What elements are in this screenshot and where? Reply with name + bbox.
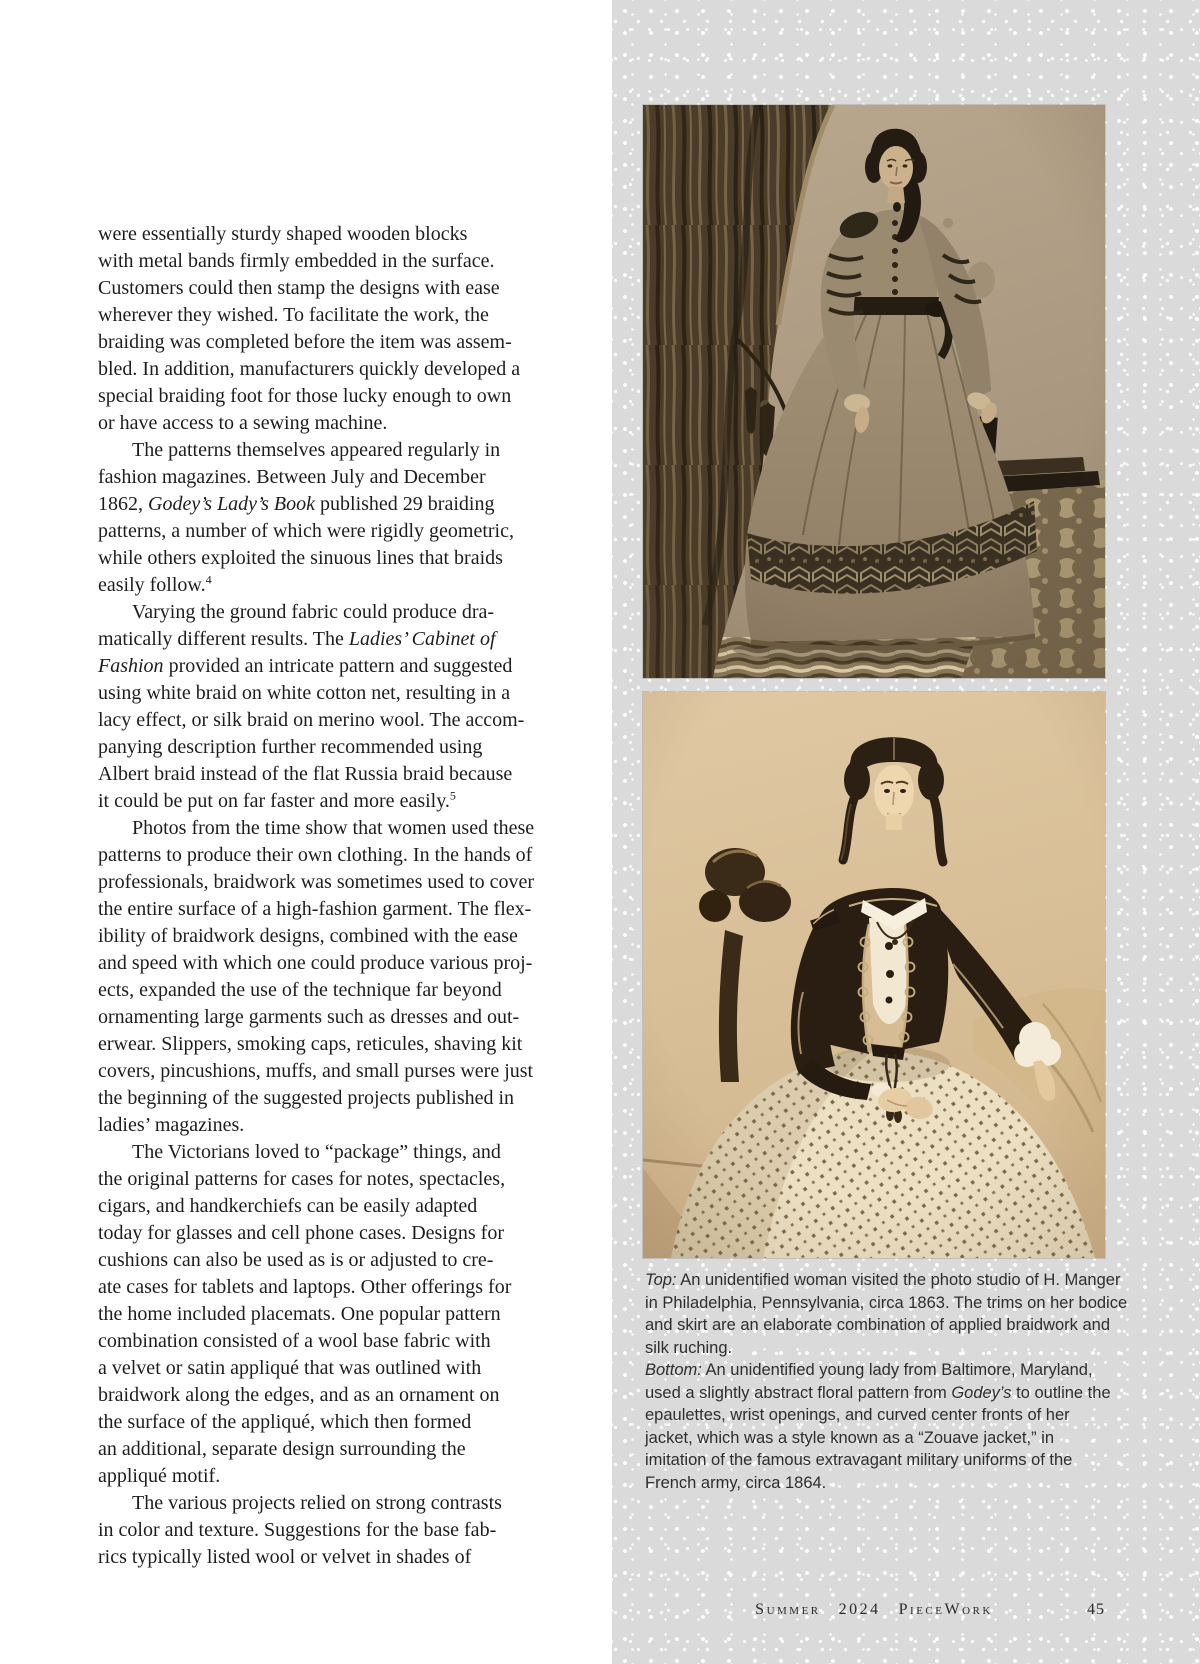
caption-line: Bottom: An unidentified young lady from Baltimore, Maryland, [645,1361,1093,1379]
caption-line: silk ruching. [645,1338,733,1357]
caption-line: and skirt are an elaborate combination of applied braidwork and [645,1316,1111,1334]
body-text-line: erwear. Slippers, smoking caps, reticules, shaving kit [98,1033,523,1055]
body-text-line: fashion magazines. Between July and December [98,466,486,488]
paragraph [98,1139,580,1490]
caption-line: jacket, which was a style known as a “Zouave jacket,” in [645,1428,1055,1447]
body-text-line: covers, pincushions, muffs, and small purses were just [98,1060,534,1082]
caption-line: French army, circa 1864. [645,1473,827,1492]
caption-line: in Philadelphia, Pennsylvania, circa 1863. The trims on her bodice [645,1293,1128,1312]
body-text-line: Fashion provided an intricate pattern and suggested [98,655,513,677]
body-text-line: lacy effect, or silk braid on merino wool. The accom- [98,709,525,731]
caption-line: epaulettes, wrist openings, and curved center fronts of her [645,1406,1070,1424]
body-text-line: a velvet or satin appliqué that was outlined with [98,1357,482,1379]
body-text-line: combination consisted of a wool base fabric with [98,1330,491,1352]
body-text-line: bled. In addition, manufacturers quickly developed a [98,358,521,380]
body-text-line: Albert braid instead of the flat Russia braid because [98,763,513,785]
body-text-line: matically different results. The Ladies’ Cabinet of [98,628,496,650]
body-text-line: while others exploited the sinuous lines that braids [98,547,503,569]
body-text-line: Varying the ground fabric could produce dra- [132,601,495,623]
body-text-line: The Victorians loved to “package” things, and [132,1141,501,1163]
body-text-line: the entire surface of a high-fashion garment. The flex- [98,898,532,920]
photo-captions [645,1269,1128,1494]
paragraph [98,599,580,815]
body-text-line: ate cases for tablets and laptops. Other offerings for [98,1276,512,1298]
page-footer [643,1601,1105,1625]
caption-line: used a slightly abstract floral pattern from Godey’s to outline the [645,1383,1111,1402]
body-text-line: The various projects relied on strong contrasts [132,1492,502,1514]
photo-top [643,105,1105,678]
footer-year: 2024 [838,1601,881,1618]
body-text-line: Photos from the time show that women used these [132,817,535,839]
body-text-line: and speed with which one could produce various proj- [98,952,533,974]
body-text-line: patterns to produce their own clothing. In the hands of [98,844,533,866]
body-text-line: the beginning of the suggested projects published in [98,1087,515,1109]
body-text-line: easily follow.$^4$ [98,572,212,596]
body-text-line: it could be put on far faster and more easily.$^5$ [98,788,456,812]
body-text-line: or have access to a sewing machine. [98,412,388,434]
paragraph [98,437,580,599]
body-text-line: the surface of the appliqué, which then formed [98,1411,472,1433]
body-text-line: wherever they wished. To facilitate the work, the [98,304,489,326]
footer-season: Summer [755,1601,821,1618]
body-text-line: today for glasses and cell phone cases. Designs for [98,1222,504,1244]
paragraph [98,221,580,437]
page-number: 45 [1087,1601,1105,1618]
body-text-line: The patterns themselves appeared regularly in [132,439,501,461]
caption-line: Top: An unidentified woman visited the photo studio of H. Manger [645,1271,1121,1289]
body-text-line: professionals, braidwork was sometimes used to cover [98,871,535,893]
body-text-line: were essentially sturdy shaped wooden blocks [98,223,468,245]
article-column [98,221,580,1571]
body-text-line: panying description further recommended using [98,736,483,758]
body-text-line: ornamenting large garments such as dresses and out- [98,1006,520,1028]
body-text-line: using white braid on white cotton net, resulting in a [98,682,511,704]
body-text-line: ects, expanded the use of the technique far beyond [98,979,502,1001]
body-text-line: appliqué motif. [98,1465,221,1487]
caption-line: imitation of the famous extravagant military uniforms of the [645,1451,1073,1469]
body-text-line: patterns, a number of which were rigidly geometric, [98,520,514,542]
body-text-line: special braiding foot for those lucky enough to own [98,385,512,407]
paragraph [98,815,580,1139]
body-text-line: cigars, and handkerchiefs can be easily adapted [98,1195,478,1217]
photo-bottom [643,692,1105,1258]
body-text-line: in color and texture. Suggestions for the base fab- [98,1519,497,1541]
body-text-line: the home included placemats. One popular pattern [98,1303,501,1325]
body-text-line: ladies’ magazines. [98,1114,245,1136]
body-text-line: 1862, Godey’s Lady’s Book published 29 braiding [98,493,495,515]
body-text-line: braiding was completed before the item was assem- [98,331,512,353]
body-text-line: an additional, separate design surrounding the [98,1438,466,1460]
body-text-line: rics typically listed wool or velvet in shades of [98,1546,472,1568]
body-text-line: braidwork along the edges, and as an ornament on [98,1384,500,1406]
body-text-line: the original patterns for cases for notes, spectacles, [98,1168,506,1190]
body-text-line: with metal bands firmly embedded in the surface. [98,250,495,272]
paragraph [98,1490,580,1571]
footer-magazine-line [643,1601,1105,1619]
body-text-line: Customers could then stamp the designs with ease [98,277,500,299]
body-text-line: cushions can also be used as is or adjusted to cre- [98,1249,494,1271]
body-text-line: ibility of braidwork designs, combined with the ease [98,925,518,947]
footer-magazine-title: PieceWork [898,1601,993,1618]
